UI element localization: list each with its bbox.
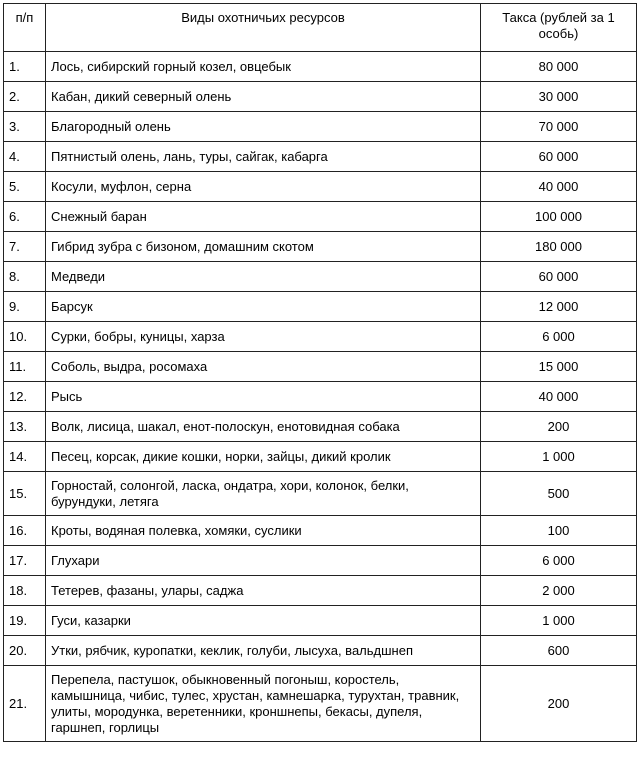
row-price: 180 000 [481,232,637,262]
row-price: 1 000 [481,442,637,472]
row-num: 13. [4,412,46,442]
row-num: 21. [4,666,46,742]
table-row [4,412,637,442]
table-row [4,232,637,262]
row-name: Рысь [46,382,481,412]
row-price: 200 [481,666,637,742]
row-name: Кабан, дикий северный олень [46,82,481,112]
table-row [4,382,637,412]
table-row [4,202,637,232]
row-price: 200 [481,412,637,442]
row-num: 17. [4,546,46,576]
row-num: 4. [4,142,46,172]
row-num: 14. [4,442,46,472]
row-price: 60 000 [481,142,637,172]
table-row [4,666,637,742]
table-row [4,606,637,636]
row-price: 1 000 [481,606,637,636]
row-price: 12 000 [481,292,637,322]
row-price: 30 000 [481,82,637,112]
row-name: Утки, рябчик, куропатки, кеклик, голуби, лысуха, вальдшнеп [46,636,481,666]
row-name: Горностай, солонгой, ласка, ондатра, хори, колонок, белки, бурундуки, летяга [46,472,481,516]
table-header-row [4,4,637,52]
table-row [4,142,637,172]
row-name: Глухари [46,546,481,576]
row-name: Пятнистый олень, лань, туры, сайгак, кабарга [46,142,481,172]
row-name: Песец, корсак, дикие кошки, норки, зайцы, дикий кролик [46,442,481,472]
table-row [4,636,637,666]
row-num: 19. [4,606,46,636]
table-row [4,322,637,352]
row-price: 2 000 [481,576,637,606]
row-name: Лось, сибирский горный козел, овцебык [46,52,481,82]
header-num: п/п [4,4,46,52]
row-num: 8. [4,262,46,292]
table-row [4,82,637,112]
table-row [4,516,637,546]
header-price: Такса (рублей за 1 особь) [481,4,637,52]
row-num: 2. [4,82,46,112]
row-name: Волк, лисица, шакал, енот-полоскун, енотовидная собака [46,412,481,442]
hunting-rates-table [3,3,637,742]
row-num: 15. [4,472,46,516]
row-name: Снежный баран [46,202,481,232]
row-name: Сурки, бобры, куницы, харза [46,322,481,352]
row-num: 5. [4,172,46,202]
row-num: 3. [4,112,46,142]
row-num: 16. [4,516,46,546]
table-row [4,112,637,142]
table-body [4,52,637,742]
row-price: 40 000 [481,382,637,412]
row-name: Медведи [46,262,481,292]
table-row [4,546,637,576]
table-row [4,262,637,292]
row-num: 12. [4,382,46,412]
row-num: 18. [4,576,46,606]
row-num: 7. [4,232,46,262]
row-num: 6. [4,202,46,232]
table-row [4,52,637,82]
table-row [4,576,637,606]
row-num: 11. [4,352,46,382]
row-num: 10. [4,322,46,352]
row-price: 600 [481,636,637,666]
row-price: 100 000 [481,202,637,232]
row-name: Кроты, водяная полевка, хомяки, суслики [46,516,481,546]
row-price: 80 000 [481,52,637,82]
row-price: 6 000 [481,546,637,576]
table-row [4,172,637,202]
row-num: 20. [4,636,46,666]
row-price: 100 [481,516,637,546]
row-name: Благородный олень [46,112,481,142]
table-row [4,442,637,472]
row-price: 6 000 [481,322,637,352]
row-name: Гуси, казарки [46,606,481,636]
row-price: 15 000 [481,352,637,382]
row-num: 1. [4,52,46,82]
row-name: Перепела, пастушок, обыкновенный погоныш, коростель, камышница, чибис, тулес, хрустан, камнешарка, турухтан, травник, улиты, мородунка, веретенники, кроншнепы, бекасы, дупеля, гаршнеп, горлицы [46,666,481,742]
table-row [4,472,637,516]
table-row [4,292,637,322]
row-num: 9. [4,292,46,322]
row-price: 40 000 [481,172,637,202]
row-name: Тетерев, фазаны, улары, саджа [46,576,481,606]
table-row [4,352,637,382]
row-name: Косули, муфлон, серна [46,172,481,202]
row-price: 70 000 [481,112,637,142]
row-name: Соболь, выдра, росомаха [46,352,481,382]
row-price: 60 000 [481,262,637,292]
row-name: Гибрид зубра с бизоном, домашним скотом [46,232,481,262]
row-price: 500 [481,472,637,516]
row-name: Барсук [46,292,481,322]
header-name: Виды охотничьих ресурсов [46,4,481,52]
